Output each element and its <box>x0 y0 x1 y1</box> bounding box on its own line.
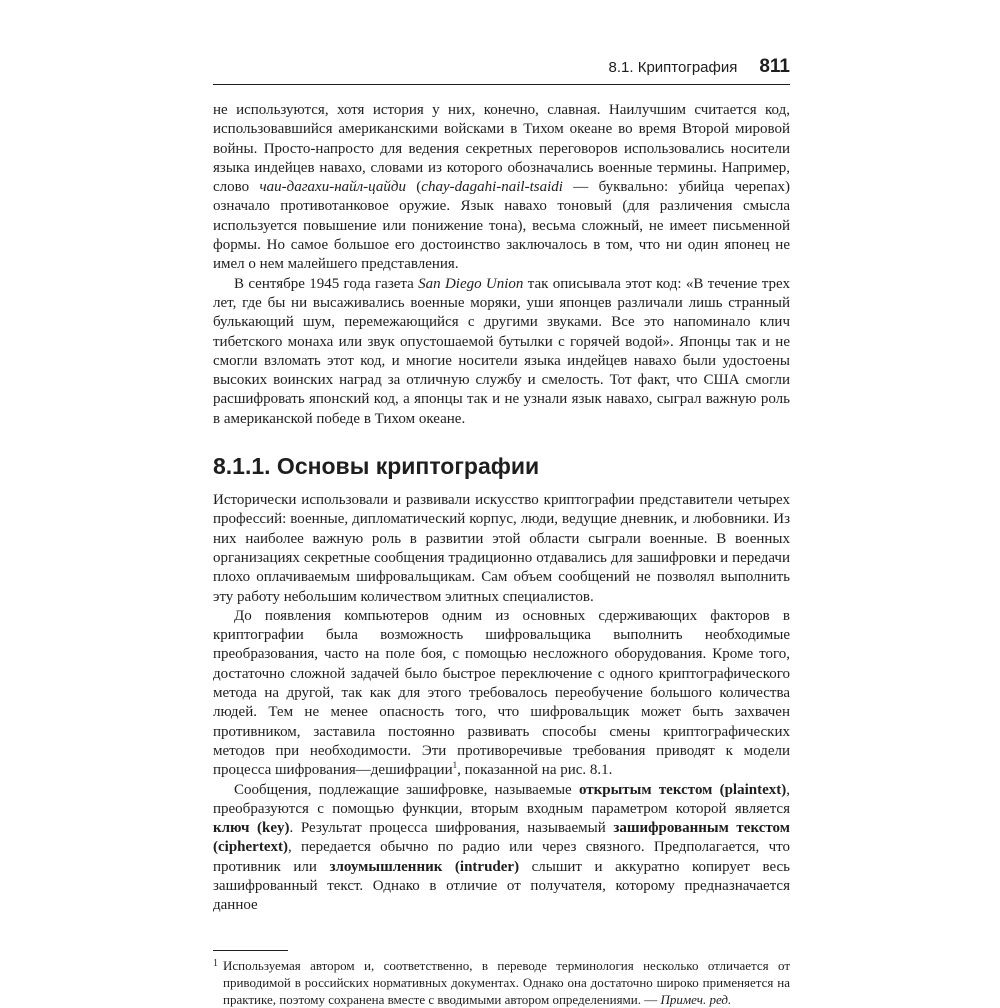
body-text <box>213 101 790 916</box>
paragraph-navajo-code: не используются, хотя история у них, конечно, славная. Наилучшим считается код, использовавшийся американскими войсками в Тихом океане во время Второй мировой войны. Просто-напросто для ведения секретных переговоров использовались носители языка индейцев навахо, словами из которого обозначались военные термины. Например, слово чаи-дагахи-найл-цайди (chay-dagahi-nail-tsaidi — буквально: убийца черепах) означало противотанковое оружие. Язык навахо тоновый (для различения смысла используется повышение или понижение тона), весьма сложный, не имеет письменной формы. Но самое большое его достоинство заключалось в том, что ни один японец не имел о нем малейшего представления. <box>213 102 790 273</box>
navajo-transliteration: chay-dagahi-nail-tsaidi <box>421 179 563 196</box>
newspaper-name: San Diego Union <box>418 275 524 292</box>
navajo-word: чаи-дагахи-найл-цайди <box>259 179 406 196</box>
paragraph-plaintext-definition: Сообщения, подлежащие зашифровке, называемые открытым текстом (plaintext), преобразуются с помощью функции, вторым входным параметром которой является ключ (key). Результат процесса шифрования, называемый зашифрованным текстом (ciphertext), передается обычно по радио или через связного. Предполагается, что противник или злоумышленник (intruder) слышит и аккуратно копирует весь зашифрованный текст. Однако в отличие от получателя, которому предназначается данное <box>213 781 790 914</box>
term-key: ключ (key) <box>213 820 290 837</box>
running-header <box>213 56 790 85</box>
book-page <box>213 56 790 1008</box>
term-intruder: злоумышленник (intruder) <box>329 858 520 875</box>
footnote-mark: 1 <box>213 957 218 969</box>
page-number: 811 <box>759 56 790 77</box>
term-plaintext: открытым текстом (plaintext) <box>578 781 787 798</box>
footnote-text: Используемая автором и, соответственно, в переводе терминология несколько отличается от приводимой в российских нормативных документах. Однако она достаточно широко применяется на практике, поэтому сохранена вместе с вводимыми автором определениями. — <box>223 957 790 1007</box>
term-ciphertext: зашифрованным текстом (ciphertext) <box>213 820 790 856</box>
paragraph-san-diego-union: В сентябре 1945 года газета San Diego Union так описывала этот код: «В течение трех лет, где бы ни высаживались военные моряки, уши японцев различали лишь странный булькающий шум, перемежающийся с другими звуками. Все это напоминало клич тибетского монаха или звук опустошаемой бутылки с горячей водой». Японцы так и не смогли взломать этот код, и многие носители языка индейцев навахо были удостоены высоких воинских наград за отличную службу и смелость. Тот факт, что США смогли расшифровать японский код, а японцы так и не узнали язык навахо, сыграл важную роль в американской победе в Тихом океане. <box>213 275 790 427</box>
footnote-editor-note: Примеч. ред. <box>660 991 732 1007</box>
header-section-title: 8.1. Криптография <box>608 59 738 76</box>
section-heading: 8.1.1. Основы криптографии <box>213 453 540 480</box>
paragraph-history: Исторически использовали и развивали искусство криптографии представители четырех профессий: военные, дипломатический корпус, люди, ведущие дневник, и любовники. Из них наиболее важную роль в развитии этой области сыграли военные. В военных организациях секретные сообщения традиционно отдавались для зашифровки и передачи плохо оплачиваемым шифровальщикам. Сам объем сообщений не позволял выполнить эту работу небольшим количеством элитных специалистов. <box>213 492 790 605</box>
footnote-divider <box>213 950 288 951</box>
paragraph-before-computers: До появления компьютеров одним из основных сдерживающих факторов в криптографии была возможность шифровальщика выполнить необходимые преобразования, часто на поле боя, с помощью несложного оборудования. Кроме того, достаточно сложной задачей было быстрое переключение с одного криптографического метода на другой, так как для этого требовалось переобучение большого количества людей. Тем не менее опасность того, что шифровальщик может быть захвачен противником, заставила постоянно развивать способы смены криптографических методов при необходимости. Эти противоречивые требования приводят к модели процесса шифрования—дешифрации$^1$, показанной на рис. 8.1. <box>213 607 790 779</box>
footnote-reference[interactable]: 1 <box>452 760 458 771</box>
